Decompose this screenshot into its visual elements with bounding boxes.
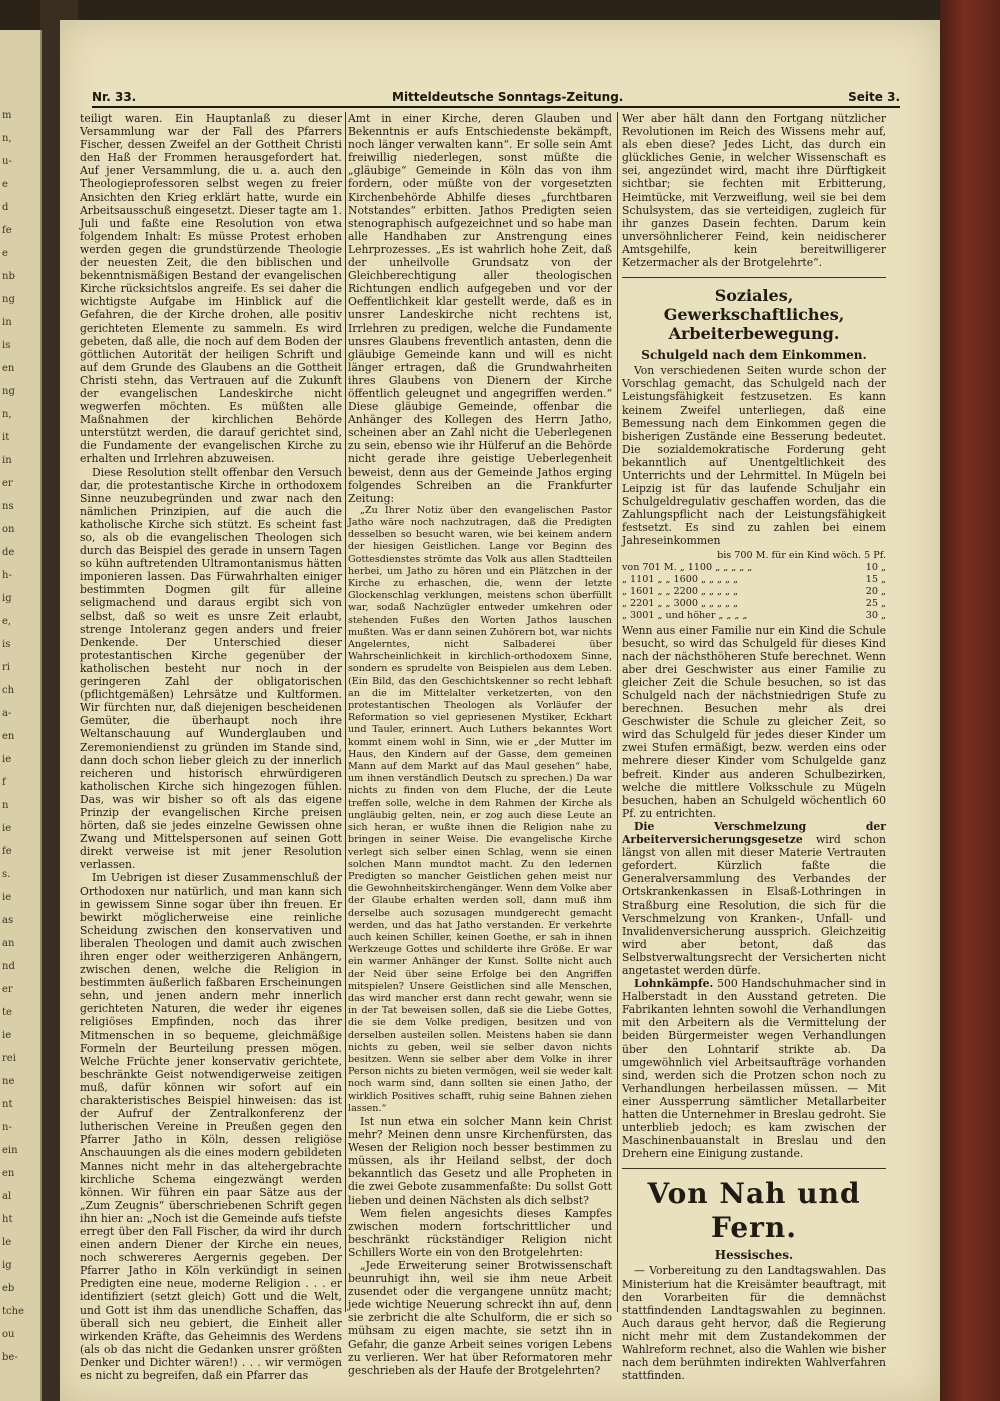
prev-page-fragment: ne [2, 1076, 15, 1087]
issue-number: Nr. 33. [92, 90, 137, 104]
prev-page-fragment: le [2, 1237, 12, 1248]
running-header [92, 90, 900, 104]
income-range: „ 1601 „ „ 2200 „ „ „ „ „ [622, 585, 739, 597]
fee-amount: 30 „ [865, 609, 886, 621]
quoted-letter: „Zu Ihrer Notiz über den evangelischen Pastor Jatho wäre noch nachzutragen, daß die Predigten desselben so besucht waren, wie bei keinem andern der hiesigen Geistlichen. Lange vor Beginn des Gottesdienstes strömte das Volk aus allen Stadtteilen herbei, um Jatho zu hören und ein Plätzchen in der Kirche zu erhaschen, die, wenn der letzte Glockenschlag verklungen, meistens schon überfüllt war, sodaß Nachzügler entweder umkehren oder stehenden Fußes den Worten Jathos lauschen mußten. Was er dann seinen Zuhörern bot, war nichts Angelerntes, nicht Salbaderei über Wahrscheinlichkeit in kirchlich-orthodoxem Sinne, sondern es sprudelte von Beispielen aus dem Leben. (Ein Bild, das den Geschichtskenner so recht lebhaft an die im Mittelalter verketzerten, von den protestantischen Theologen als Vorläufer der Reformation so viel gepriesenen Mystiker, Eckhart und Tauler, erinnert. Auch Luthers bekanntes Wort kommt einem wohl in Sinn, wie er „der Mutter im Haus, den Kindern auf der Gasse, dem gemeinen Mann auf dem Markt auf das Maul gesehen“ habe, um ihnen verständlich Deutsch zu sprechen.) Da war nichts zu finden von dem Fluche, der die Leute treffen solle, welche in dem Rahmen der Kirche als ungläubig gelten, nein, er zog auch diese Leute an sich heran, er wußte ihnen die Religion nahe zu bringen in seiner Weise. Die evangelische Kirche verlegt sich selber einen Schlag, wenn sie einen solchen Mann mundtot macht. Zu den ledernen Predigten so mancher Geistlichen gehen meist nur die Gewohnheitskirchengänger. Wenn dem Volke aber der Glaube erhalten werden soll, dann muß ihm derselbe auch sozusagen mundgerecht gemacht werden, und das hat Jatho verstanden. Er verkehrte auch keinen Schiller, keinen Goethe, er sah in ihnen Werkzeuge Gottes und schilderte ihre Größe. Er war ein warmer Anhänger der Kunst. Sollte nicht auch der Neid über seine Erfolge bei den Angriffen mitspielen? Unsere Geistlichen sind alle Menschen, das wird mancher erst dann recht gewahr, wenn sie in der Tat beweisen sollen, daß sie die Liebe Gottes, die sie dem Volke predigen, besitzen und von derselben austeilen sollen. Meistens haben sie dann nichts zu geben, weil sie selber davon nichts besitzen. Wenn sie selber aber dem Volke in ihrer Person nichts zu bieten vermögen, weil sie weder kalt noch warm sind, dann sollten sie einen Jatho, der wirklich Positives schafft, ruhig seine Bahnen ziehen lassen.“ [348, 504, 612, 1114]
lead-in: Die Verschmelzung der Arbeiterversicherungsgesetze [622, 819, 886, 847]
prev-page-fragment: en [2, 1168, 15, 1179]
fee-header-row [622, 550, 886, 562]
paragraph-body: wird schon längst von allen mit dieser Materie Vertrauten gefordert. Kürzlich faßte die Generalversammlung des Verbandes der Ortskrankenkassen in Elsaß-Lothringen in Straßburg eine Resolution, die sich für die Verschmelzung von Kranken-, Unfall- und Invalidenversicherung aussprich. Gleichzeitig wird aber betont, daß das Selbstverwaltungsrecht der Versicherten nicht angetastet werden dürfe. [622, 833, 886, 977]
column-2 [348, 112, 612, 1377]
prev-page-fragment: m [2, 110, 12, 121]
previous-page-edge [0, 30, 42, 1401]
prev-page-fragment: fe [2, 846, 12, 857]
prev-page-fragment: be- [2, 1352, 18, 1363]
fee-row [622, 574, 886, 586]
paragraph: Ist nun etwa ein solcher Mann kein Christ mehr? Meinen denn unsre Kirchenfürsten, das Wesen der Religion noch besser bestimmen zu müssen, als ihr Heiland selbst, der doch bekanntlich das Gesetz und alle Propheten in die zwei Gebote zusammenfaßte: Du sollst Gott lieben und deinen Nächsten als dich selbst? [348, 1114, 612, 1207]
prev-page-fragment: ht [2, 1214, 13, 1225]
prev-page-fragment: tche [2, 1306, 24, 1317]
paragraph-body: 500 Handschuhmacher sind in Halberstadt in den Ausstand getreten. Die Fabrikanten lehnten sowohl die Verhandlungen mit den Arbeitern als die Vermittelung der beiden Bürgermeister wegen Verhandlungen über den Lohntarif strikte ab. Da umgewöhnlich viel Arbeitsaufträge vorhanden sind, werden sich die Protzen schon noch zu Verhandlungen herbeilassen müssen. — Mit einer Aussperrung sämtlicher Metallarbeiter hatten die Unternehmer in Breslau gedroht. Sie unterblieb jedoch; es kam zwischen der Maschinenbauanstalt in Breslau und den Drehern eine Einigung zustande. [622, 977, 886, 1161]
fee-amount: 10 „ [865, 561, 886, 573]
header-rule [92, 106, 900, 108]
prev-page-fragment: en [2, 363, 15, 374]
prev-page-fragment: ng [2, 294, 15, 305]
prev-page-fragment: is [2, 639, 11, 650]
subheading-hessian: Hessisches. [714, 1248, 794, 1263]
prev-page-fragment: ie [2, 754, 12, 765]
income-range: von 701 M. „ 1100 „ „ „ „ „ [622, 561, 753, 573]
fee-table [622, 550, 886, 622]
page-number: Seite 3. [848, 90, 900, 104]
prev-page-fragment: e [2, 248, 8, 259]
prev-page-fragment: rei [2, 1053, 16, 1064]
prev-page-fragment: te [2, 1007, 12, 1018]
prev-page-fragment: nt [2, 1099, 13, 1110]
prev-page-fragment: in [2, 455, 12, 466]
prev-page-fragment: h- [2, 570, 12, 581]
paragraph: Diese Resolution stellt offenbar den Versuch dar, die protestantische Kirche in orthodoxem Sinne neuzubegründen und zwar nach den nämlichen Prinzipien, auf die auch die katholische Kirche sich stützt. Es scheint fast so, als ob die evangelischen Theologen sich durch das Beispiel des gerade in unsern Tagen so kühn auftretenden Ultramontanismus hätten imponieren lassen. Das Fürwahrhalten einiger bestimmten Dogmen gilt für alleine seligmachend und daraus ergibt sich von selbst, daß so weit es unsre Zeit erlaubt, strenge Intoleranz gegen anders und freier Denkende. Der Unterschied dieser protestantischen Kirche gegenüber der katholischen besteht nur noch in der geringeren Zahl der obligatorischen (pflichtgemäßen) Lehrsätze und Kultformen. Wir fürchten nur, daß diejenigen bescheidenen Gemüter, die überhaupt noch ihre Weltanschauung auf Wunderglauben und Zeremoniendienst zu gründen im Stande sind, dann doch schon lieber gleich zu der innerlich reicheren und historisch ehrwürdigeren katholischen Kirche sich hingezogen fühlen. Das, was wir bisher so oft als das eigene Prinzip der evangelischen Kirche preisen hörten, daß sie jedes einzelne Gewissen ohne Zwang und Mittelspersonen auf seinen Gott direkt verweise ist mit jener Resolution verlassen. [80, 465, 342, 872]
prev-page-fragment: as [2, 915, 14, 926]
fee-amount: 25 „ [865, 597, 886, 609]
prev-page-fragment: de [2, 547, 15, 558]
prev-page-fragment: fe [2, 225, 12, 236]
fee-row [622, 586, 886, 598]
fee-row [622, 610, 886, 622]
prev-page-fragment: d [2, 202, 9, 213]
prev-page-fragment: ig [2, 593, 12, 604]
book-binding [940, 0, 1000, 1401]
prev-page-fragment: u- [2, 156, 12, 167]
paragraph: Von verschiedenen Seiten wurde schon der Vorschlag gemacht, das Schulgeld nach der Leistungsfähigkeit festzusetzen. Es kann keinem Zweifel unterliegen, daß eine Bemessung nach dem Einkommen gegen die bisherigen Zustände eine Besserung bedeutet. Die sozialdemokratische Forderung geht bekanntlich auf Unentgeltlichkeit des Unterrichts und der Lehrmittel. In Mügeln bei Leipzig ist für das laufende Schuljahr ein Schulgeldregulativ geschaffen worden, das die Zahlungspflicht nach der Leistungsfähigkeit festsetzt. Es sind zu zahlen bei einem Jahreseinkommen [622, 364, 886, 548]
prev-page-fragment: n- [2, 1122, 12, 1133]
lead-in: Lohnkämpfe. [634, 977, 714, 991]
paragraph [622, 977, 886, 1160]
prev-page-fragment: a- [2, 708, 12, 719]
prev-page-fragment: nb [2, 271, 15, 282]
prev-page-fragment: eb [2, 1283, 15, 1294]
income-range: „ 2201 „ „ 3000 „ „ „ „ „ [622, 597, 739, 609]
prev-page-fragment: ns [2, 501, 14, 512]
prev-page-fragment: n, [2, 133, 12, 144]
prev-page-fragment: ie [2, 892, 12, 903]
prev-page-fragment: on [2, 524, 15, 535]
paragraph: teiligt waren. Ein Hauptanlaß zu dieser Versammlung war der Fall des Pfarrers Fischer, dessen Zweifel an der Gottheit Christi den Haß der Frommen herausgefordert hat. Auf jener Versammlung, die u. a. auch den Theologieprofessoren selbst wegen zu freier Ansichten den Krieg erklärt hatte, wurde ein Arbeitsausschuß eingesetzt. Dieser tagte am 1. Juli und faßte eine Resolution von etwa folgendem Inhalt: Es müsse Protest erhoben werden gegen die grundstürzende Theologie der neuesten Zeit, die den biblischen und bekenntnismäßigen Bestand der evangelischen Kirche rücksichtslos angreife. Es sei daher die wichtigste Aufgabe im Hinblick auf die Gefahren, die der Kirche drohen, alle positiv gerichteten Elemente zu sammeln. Es wird gebeten, daß alle, die noch auf dem Boden der göttlichen Autorität der heiligen Schrift und auf dem Grunde des Glaubens an die Gottheit Christi stehn, das Vertrauen auf die Zukunft der evangelischen Landeskirche nicht wegwerfen möchten. Es müßten alle Maßnahmen der kirchlichen Behörde unterstützt werden, die darauf gerichtet sind, die Fundamente der evangelischen Kirche zu erhalten und Irrlehren abzuweisen. [80, 112, 342, 466]
column-rule [617, 112, 618, 1312]
prev-page-fragment: ri [2, 662, 10, 673]
paragraph: — Vorbereitung zu den Landtagswahlen. Das Ministerium hat die Kreisämter beauftragt, mit den Vorarbeiten für die demnächst stattfindenden Landtagswahlen zu beginnen. Auch daraus geht hervor, daß die Regierung nicht mehr mit dem Zustandekommen der Wahlreform rechnet, also die Wahlen wie bisher nach dem berühmten indirekten Wahlverfahren stattfinden. [622, 1264, 886, 1383]
paragraph: Im Uebrigen ist dieser Zusammenschluß der Orthodoxen nur natürlich, und man kann sich in gewissem Sinne sogar über ihn freuen. Er bewirkt möglicherweise eine reinliche Scheidung zwischen den konservativen und liberalen Theologen und damit auch zwischen ihren enger oder weitherzigeren Anhängern, zwischen denen, welche die Religion in bestimmten äußerlich faßbaren Erscheinungen sehn, und jenen andern mehr innerlich gerichteten Naturen, die weder ihr eigenes religiöses Empfinden, noch das ihrer Mitmenschen in so bequeme, gleichmäßige Formeln der Beurteilung pressen mögen. Welche Früchte jener konservativ gerichtete, beschränkte Geist notwendigerweise zeitigen muß, dafür können wir sofort auf ein charakteristisches Beispiel hinweisen: das ist der Aufruf der Zentralkonferenz der lutherischen Vereine in Preußen gegen den Pfarrer Jatho in Köln, dessen religiöse Anschauungen als die eines modern gebildeten Mannes nicht mehr in das altehergebrachte kirchliche Schema eingezwängt werden können. Wir führen ein paar Sätze aus der „Zum Zeugnis“ überschriebenen Schrift gegen ihn hier an: „Noch ist die Gemeinde aufs tiefste erregt über den Fall Fischer, da wird ihr durch einen andern Diener der Kirche ein neues, noch schwereres Aergernis gegeben. Der Pfarrer Jatho in Köln verkündigt in seinen Predigten eine neue, moderne Religion . . . er identifiziert (setzt gleich) Gott und die Welt, und Gott ist ihm das unendliche Schaffen, das überall sich neu gebiert, die Einheit aller wirkenden Kräfte, das Geheimnis des Werdens (als ob das nicht die Gedanken unsrer größten Denker und Dichter wären!) . . . wir vermögen es nicht zu begreifen, daß ein Pfarrer das [80, 871, 342, 1382]
section-title-near-far: Von Nah und Fern. [647, 1177, 861, 1245]
prev-page-fragment: ig [2, 1260, 12, 1271]
income-range: „ 3001 „ und höher „ „ „ „ [622, 609, 748, 621]
fee-amount: 15 „ [865, 573, 886, 585]
subheading-school-fees: Schulgeld nach dem Einkommen. [641, 348, 867, 363]
income-range: „ 1101 „ „ 1600 „ „ „ „ „ [622, 573, 739, 585]
section-rule [622, 277, 886, 278]
column-rule [345, 112, 346, 1312]
prev-page-fragment: er [2, 478, 13, 489]
paragraph [622, 820, 886, 977]
prev-page-fragment: n [2, 800, 9, 811]
prev-page-fragment: ng [2, 386, 15, 397]
prev-page-fragment: e, [2, 616, 12, 627]
prev-page-fragment: ein [2, 1145, 18, 1156]
prev-page-fragment: ch [2, 685, 15, 696]
prev-page-fragment: it [2, 432, 10, 443]
fee-row [622, 598, 886, 610]
section-title-social: Soziales, Gewerkschaftliches, Arbeiterbewegung. [663, 286, 845, 344]
section-rule [622, 1168, 886, 1169]
prev-page-fragment: in [2, 317, 12, 328]
prev-page-fragment: al [2, 1191, 12, 1202]
column-3 [622, 112, 886, 1382]
prev-page-fragment: is [2, 340, 11, 351]
paragraph: Wenn aus einer Familie nur ein Kind die Schule besucht, so wird das Schulgeld für dieses Kind nach der nächsthöheren Stufe berechnet. Wenn aber drei Geschwister aus einer Familie zu gleicher Zeit die Schule besuchen, so ist das Schulgeld nach der nächstniedrigen Stufe zu berechnen. Besuchen mehr als drei Geschwister die Schule zu gleicher Zeit, so wird das Schulgeld für jedes dieser Kinder um zwei Stufen ermäßigt, bezw. werden eins oder mehrere dieser Kinder vom Schulgelde ganz befreit. Kinder aus anderen Schulbezirken, welche die mittlere Volksschule zu Mügeln besuchen, haben an Schulgeld wöchentlich 60 Pf. zu entrichten. [622, 623, 886, 820]
column-1 [80, 112, 342, 1382]
prev-page-fragment: s. [2, 869, 11, 880]
paragraph: Amt in einer Kirche, deren Glauben und Bekenntnis er aufs Entschiedenste bekämpft, noch länger verwalten kann“. Er solle sein Amt freiwillig niederlegen, sonst müßte die „gläubige“ Gemeinde in Köln das von ihm fordern, oder müßte von der vorgesetzten Kirchenbehörde Abhilfe dieses „furchtbaren Notstandes“ erbitten. Jathos Predigten seien stenographisch aufgezeichnet und so habe man alle Handhaben zur Anstrengung eines Lehrprozesses. „Es ist wahrlich hohe Zeit, daß der unheilvolle Grundsatz von der Gleichberechtigung aller theologischen Richtungen endlich aufgegeben und vor der Oeffentlichkeit klar gestellt werde, daß es in unsrer Landeskirche nicht rechtens ist, Irrlehren zu predigen, welche die Fundamente unsres Glaubens freventlich antasten, denn die gläubige Gemeinde kann und will es nicht länger ertragen, daß die Grundwahrheiten ihres Glaubens von Dienern der Kirche öffentlich geleugnet und angegriffen werden.“ Diese gläubige Gemeinde, offenbar die Anhänger des Kollegen des Herrn Jatho, scheinen aber an Zahl nicht die Ueberlegenen zu sein, ebenso wie ihr Hülferuf an die Behörde nicht gerade ihre geistige Ueberlegenheit beweist, denn aus der Gemeinde Jathos erging folgendes Schreiben an die Frankfurter Zeitung: [348, 112, 612, 505]
paragraph: „Jede Erweiterung seiner Brotwissenschaft beunruhigt ihn, weil sie ihm neue Arbeit zusendet oder die vergangene unnütz macht; jede wichtige Neuerung schreckt ihn auf, denn sie zerbricht die alte Schulform, die er sich so mühsam zu eigen machte, sie setzt ihn in Gefahr, die ganze Arbeit seines vorigen Lebens zu verlieren. Wer hat über Reformatoren mehr geschrieben als der Haufe der Brotgelehrten? [348, 1259, 612, 1377]
prev-page-fragment: ie [2, 1030, 12, 1041]
prev-page-fragment: er [2, 984, 13, 995]
prev-page-fragment: ie [2, 823, 12, 834]
paragraph: Wem fielen angesichts dieses Kampfes zwischen modern fortschrittlicher und beschränkt rückständiger Religion nicht Schillers Worte ein von den Brotgelehrten: [348, 1206, 612, 1259]
prev-page-fragment: an [2, 938, 15, 949]
prev-page-fragment: ou [2, 1329, 15, 1340]
fee-amount: 20 „ [865, 585, 886, 597]
prev-page-fragment: e [2, 179, 8, 190]
paragraph: Wer aber hält dann den Fortgang nützlicher Revolutionen im Reich des Wissens mehr auf, als eben diese? Jedes Licht, das durch ein glückliches Genie, in welcher Wissenschaft es sei, angezündet wird, macht ihre Dürftigkeit sichtbar; sie fechten mit Erbitterung, Heimtücke, mit Verzweiflung, weil sie bei dem Schulsystem, das sie verteidigen, zugleich für ihr ganzes Dasein fechten. Darum kein unversöhnlicherer Feind, kein neidischerer Amtsgehilfe, kein bereitwilligerer Ketzermacher als der Brotgelehrte“. [622, 112, 886, 270]
fee-row [622, 562, 886, 574]
prev-page-fragment: en [2, 731, 15, 742]
prev-page-fragment: nd [2, 961, 15, 972]
prev-page-fragment: f [2, 777, 6, 788]
fee-header-cell: bis 700 M. für ein Kind wöch. 5 Pf. [717, 549, 886, 561]
newspaper-title: Mitteldeutsche Sonntags-Zeitung. [392, 90, 624, 104]
prev-page-fragment: n, [2, 409, 12, 420]
